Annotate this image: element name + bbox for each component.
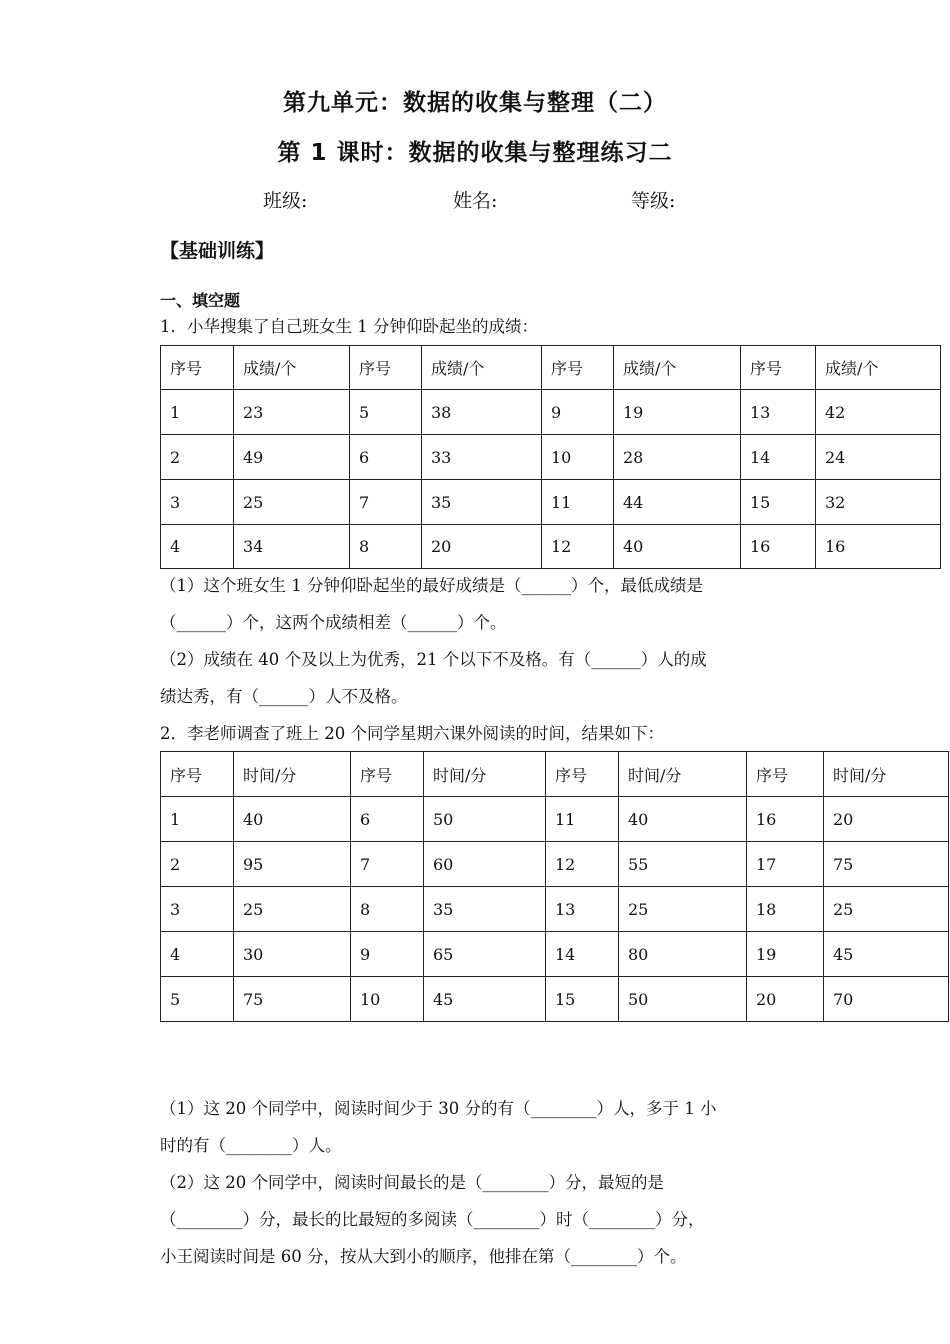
table-cell: 9: [542, 390, 614, 435]
table-row: [161, 977, 949, 1022]
q1-sub2-line2: 绩达秀，有（______）人不及格。: [160, 687, 408, 706]
table-cell: 1: [161, 390, 234, 435]
table-cell: 16: [747, 797, 824, 842]
header-cell: 序号: [542, 346, 614, 390]
table-cell: 50: [424, 797, 546, 842]
table-cell: 3: [161, 480, 234, 525]
table-row: [161, 842, 949, 887]
table-row: [161, 435, 941, 480]
header-cell: 成绩/个: [816, 346, 941, 390]
header-cell: 序号: [546, 752, 619, 797]
table-cell: 13: [741, 390, 816, 435]
name-label: 姓名:: [453, 190, 498, 212]
q1-sub1-line1: （1）这个班女生 1 分钟仰卧起坐的最好成绩是（______）个，最低成绩是: [160, 576, 703, 595]
q2-sub2-line2: （________）分，最长的比最短的多阅读（________）时（________）分，: [160, 1210, 705, 1229]
table-cell: 5: [350, 390, 422, 435]
header-cell: 时间/分: [619, 752, 747, 797]
section-heading: 【基础训练】: [160, 240, 275, 262]
table-cell: 6: [351, 797, 424, 842]
header-cell: 序号: [161, 752, 234, 797]
table-cell: 10: [542, 435, 614, 480]
table-cell: 10: [351, 977, 424, 1022]
table-cell: 65: [424, 932, 546, 977]
table-row: [161, 797, 949, 842]
table-cell: 7: [351, 842, 424, 887]
header-cell: 时间/分: [234, 752, 351, 797]
page-title: 第九单元：数据的收集与整理（二）: [283, 90, 667, 116]
table-cell: 50: [619, 977, 747, 1022]
header-cell: 序号: [741, 346, 816, 390]
table-cell: 23: [234, 390, 350, 435]
header-cell: 时间/分: [824, 752, 949, 797]
table-cell: 20: [747, 977, 824, 1022]
part-title: 一、填空题: [160, 291, 241, 310]
table-cell: 35: [422, 480, 542, 525]
table-cell: 44: [614, 480, 741, 525]
table-cell: 20: [824, 797, 949, 842]
table-row: [161, 480, 941, 525]
header-cell: 序号: [161, 346, 234, 390]
table-cell: 80: [619, 932, 747, 977]
header-cell: 成绩/个: [234, 346, 350, 390]
table-cell: 5: [161, 977, 234, 1022]
table-cell: 32: [816, 480, 941, 525]
table-cell: 25: [824, 887, 949, 932]
class-label: 班级:: [263, 190, 308, 212]
table-cell: 2: [161, 842, 234, 887]
table-cell: 13: [546, 887, 619, 932]
table-cell: 40: [619, 797, 747, 842]
table-cell: 6: [350, 435, 422, 480]
table-cell: 25: [619, 887, 747, 932]
table-cell: 35: [424, 887, 546, 932]
table-cell: 40: [614, 525, 741, 569]
table-cell: 18: [747, 887, 824, 932]
header-cell: 序号: [351, 752, 424, 797]
table-row: [161, 932, 949, 977]
table-cell: 16: [741, 525, 816, 569]
q2-sub1-line2: 时的有（________）人。: [160, 1136, 342, 1155]
grade-label: 等级:: [631, 190, 676, 212]
table-cell: 24: [816, 435, 941, 480]
table-cell: 55: [619, 842, 747, 887]
table-cell: 28: [614, 435, 741, 480]
table-header-row: [161, 752, 949, 797]
question-2-prompt: 2．李老师调查了班上 20 个同学星期六课外阅读的时间，结果如下：: [160, 724, 664, 743]
table-cell: 3: [161, 887, 234, 932]
table-cell: 12: [542, 525, 614, 569]
table-cell: 45: [824, 932, 949, 977]
table-cell: 60: [424, 842, 546, 887]
table-cell: 9: [351, 932, 424, 977]
table-cell: 2: [161, 435, 234, 480]
q2-sub1-line1: （1）这 20 个同学中，阅读时间少于 30 分的有（________）人，多于 1 小: [160, 1099, 717, 1118]
table-cell: 19: [614, 390, 741, 435]
table-cell: 16: [816, 525, 941, 569]
table-cell: 40: [234, 797, 351, 842]
table-cell: 11: [546, 797, 619, 842]
table-header-row: [161, 346, 941, 390]
table-row: [161, 390, 941, 435]
table-cell: 8: [351, 887, 424, 932]
table-cell: 14: [741, 435, 816, 480]
q2-sub2-line3: 小王阅读时间是 60 分，按从大到小的顺序，他排在第（________）个。: [160, 1247, 687, 1266]
table-cell: 42: [816, 390, 941, 435]
table-row: [161, 525, 941, 569]
header-cell: 序号: [747, 752, 824, 797]
table-cell: 15: [546, 977, 619, 1022]
q1-sub1-line2: （______）个，这两个成绩相差（______）个。: [160, 613, 507, 632]
table-cell: 11: [542, 480, 614, 525]
table-cell: 8: [350, 525, 422, 569]
q2-sub2-line1: （2）这 20 个同学中，阅读时间最长的是（________）分，最短的是: [160, 1173, 664, 1192]
table-cell: 75: [234, 977, 351, 1022]
header-cell: 序号: [350, 346, 422, 390]
table-cell: 30: [234, 932, 351, 977]
table-cell: 7: [350, 480, 422, 525]
table-cell: 20: [422, 525, 542, 569]
table-cell: 25: [234, 887, 351, 932]
table-cell: 95: [234, 842, 351, 887]
q2-reading-time-table: [160, 751, 949, 1022]
table-cell: 75: [824, 842, 949, 887]
table-cell: 4: [161, 525, 234, 569]
table-cell: 14: [546, 932, 619, 977]
table-cell: 38: [422, 390, 542, 435]
table-cell: 70: [824, 977, 949, 1022]
table-cell: 15: [741, 480, 816, 525]
q1-sub2-line1: （2）成绩在 40 个及以上为优秀，21 个以下不及格。有（______）人的成: [160, 650, 707, 669]
header-cell: 成绩/个: [422, 346, 542, 390]
table-cell: 45: [424, 977, 546, 1022]
table-cell: 1: [161, 797, 234, 842]
table-cell: 34: [234, 525, 350, 569]
lesson-subtitle: 第 1 课时：数据的收集与整理练习二: [277, 140, 673, 166]
header-cell: 成绩/个: [614, 346, 741, 390]
question-1-prompt: 1．小华搜集了自己班女生 1 分钟仰卧起坐的成绩：: [160, 317, 538, 336]
table-cell: 12: [546, 842, 619, 887]
table-cell: 49: [234, 435, 350, 480]
table-row: [161, 887, 949, 932]
table-cell: 19: [747, 932, 824, 977]
table-cell: 25: [234, 480, 350, 525]
table-cell: 4: [161, 932, 234, 977]
header-cell: 时间/分: [424, 752, 546, 797]
table-cell: 17: [747, 842, 824, 887]
q1-score-table: [160, 345, 941, 569]
table-cell: 33: [422, 435, 542, 480]
